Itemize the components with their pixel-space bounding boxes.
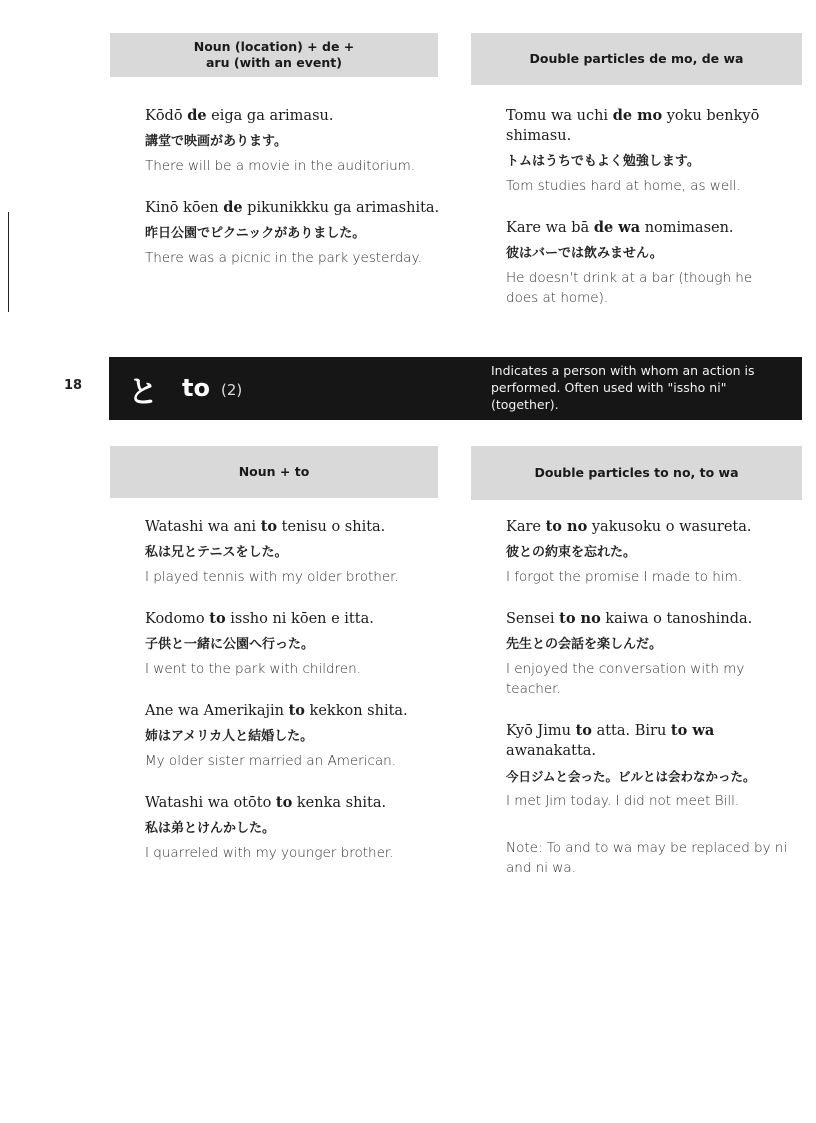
romaji-sentence: Watashi wa ani to tenisu o shita. [145, 518, 386, 535]
examples-noun-to [145, 517, 445, 863]
japanese-sentence: 私は弟とけんかした。 [145, 821, 276, 836]
romaji-sentence: Tomu wa uchi de mo yoku benkyō shimasu. [506, 107, 760, 144]
examples-to-no-to-wa [506, 517, 796, 878]
romaji-sentence: Kare to no yakusoku o wasureta. [506, 518, 752, 535]
english-translation: I quarreled with my younger brother. [145, 845, 394, 861]
japanese-sentence: 私は兄とテニスをした。 [145, 545, 288, 560]
example-item [506, 218, 774, 308]
japanese-sentence: 今日ジムと会った。ビルとは会わなかった。 [506, 769, 756, 784]
particle-romaji: to [182, 374, 210, 402]
japanese-sentence: 講堂で映画があります。 [145, 134, 287, 149]
romaji-sentence: Watashi wa otōto to kenka shita. [145, 794, 387, 811]
japanese-sentence: 彼はバーでは飲みません。 [506, 246, 663, 261]
example-item [506, 106, 774, 196]
japanese-sentence: 姉はアメリカ人と結婚した。 [145, 729, 314, 744]
english-translation: There was a picnic in the park yesterday. [145, 250, 422, 266]
examples-de-mo-de-wa [506, 106, 774, 308]
english-translation: My older sister married an American. [145, 753, 397, 769]
example-item [506, 517, 796, 587]
example-item [145, 198, 445, 268]
particle-sense-number: (2) [221, 381, 243, 399]
romaji-sentence: Kyō Jimu to atta. Biru to wa awanakatta. [506, 722, 715, 759]
examples-de-aru [145, 106, 445, 268]
english-translation: I forgot the promise I made to him. [506, 569, 743, 585]
example-item [506, 721, 796, 811]
section-number: 18 [64, 378, 83, 393]
section-header-de-mo-de-wa: Double particles de mo, de wa [471, 33, 802, 85]
english-translation: I went to the park with children. [145, 661, 361, 677]
example-item [145, 701, 445, 771]
margin-line [8, 212, 9, 312]
english-translation: There will be a movie in the auditorium. [145, 158, 416, 174]
japanese-sentence: トムはうちでもよく勉強します。 [506, 154, 700, 169]
particle-kana: と [128, 375, 158, 410]
romaji-sentence: Kodomo to issho ni kōen e itta. [145, 610, 374, 627]
japanese-sentence: 昨日公園でピクニックがありました。 [145, 226, 366, 241]
english-translation: I played tennis with my older brother. [145, 569, 399, 585]
romaji-sentence: Kare wa bā de wa nomimasen. [506, 219, 734, 236]
example-item [506, 609, 796, 699]
example-item [145, 793, 445, 863]
section-header-de-aru: Noun (location) + de + aru (with an event) [110, 33, 438, 77]
example-item [145, 609, 445, 679]
section-header-to-no-to-wa: Double particles to no, to wa [471, 446, 802, 500]
romaji-sentence: Kōdō de eiga ga arimasu. [145, 107, 334, 124]
example-item [145, 106, 445, 176]
japanese-sentence: 子供と一緒に公園へ行った。 [145, 637, 315, 652]
japanese-sentence: 彼との約束を忘れた。 [506, 545, 637, 560]
japanese-sentence: 先生との会話を楽しんだ。 [506, 637, 663, 652]
english-translation: I enjoyed the conversation with my teacher. [506, 661, 745, 697]
section-header-noun-to: Noun + to [110, 446, 438, 498]
example-item [145, 517, 445, 587]
english-translation: I met Jim today. I did not meet Bill. [506, 793, 740, 809]
romaji-sentence: Ane wa Amerikajin to kekkon shita. [145, 702, 408, 719]
romaji-sentence: Sensei to no kaiwa o tanoshinda. [506, 610, 753, 627]
romaji-sentence: Kinō kōen de pikunikkku ga arimashita. [145, 199, 440, 216]
usage-note: Note: To and to wa may be replaced by ni and ni wa. [506, 840, 788, 876]
particle-description: Indicates a person with whom an action is performed. Often used with "issho ni" (together). [491, 363, 755, 412]
english-translation: He doesn't drink at a bar (though he does at home). [506, 270, 753, 306]
english-translation: Tom studies hard at home, as well. [506, 178, 741, 194]
